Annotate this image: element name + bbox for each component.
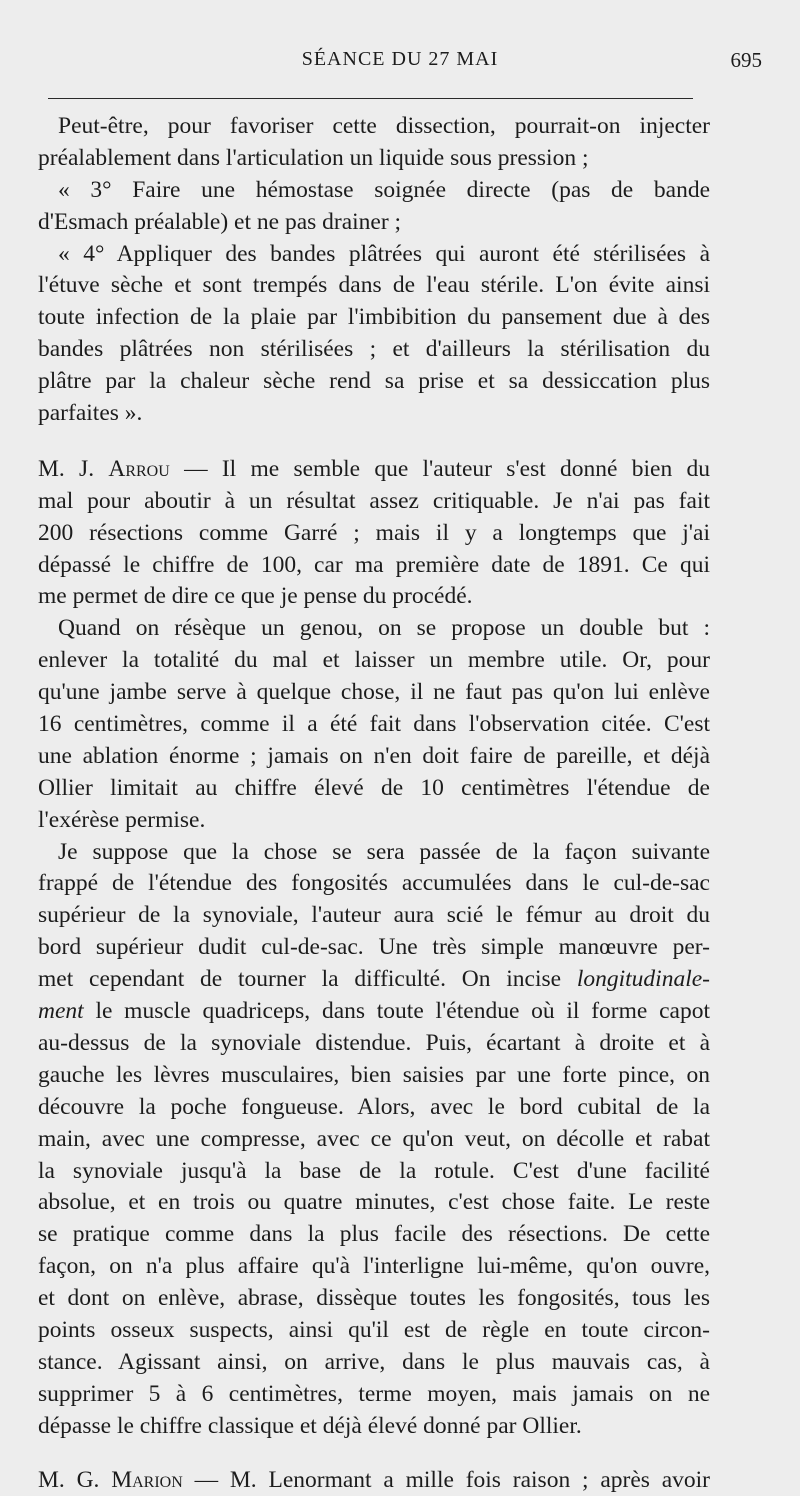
text-line-speaker-marion: M. G. Marion — M. Lenormant a mille fois raison ; après avoir bbox=[38, 1466, 710, 1493]
text-line: enlever la totalité du mal et laisser un membre utile. Or, pour bbox=[38, 647, 710, 674]
text-line: dépassé le chiffre de 100, car ma première date de 1891. Ce qui bbox=[38, 551, 710, 578]
text-line: toute infection de la plaie par l'imbibition du pansement due à des bbox=[38, 304, 710, 331]
text-line: et dont on enlève, abrase, dissèque toutes les fongosités, tous les bbox=[38, 1285, 710, 1312]
text-line: qu'une jambe serve à quelque chose, il ne faut pas qu'on lui enlève bbox=[38, 679, 710, 706]
text-line: d'Esmach préalable) et ne pas drainer ; bbox=[38, 208, 402, 235]
text-line: mal pour aboutir à un résultat assez critiquable. Je n'ai pas fait bbox=[38, 487, 710, 514]
speaker-name: Marion bbox=[111, 1466, 183, 1493]
text-line: plâtre par la chaleur sèche rend sa prise et sa dessiccation plus bbox=[38, 368, 710, 395]
text-line: « 3° Faire une hémostase soignée directe (pas de bande bbox=[58, 176, 710, 203]
text-line: 200 résections comme Garré ; mais il y a longtemps que j'ai bbox=[38, 519, 710, 546]
speaker-prefix: M. G. bbox=[38, 1466, 112, 1493]
speaker-name: Arrou bbox=[108, 455, 170, 482]
text-line: supprimer 5 à 6 centimètres, terme moyen, mais jamais on ne bbox=[38, 1380, 710, 1407]
text-line: préalablement dans l'articulation un liquide sous pression ; bbox=[38, 144, 589, 171]
text-line: l'étuve sèche et sont trempés dans de l'eau stérile. L'on évite ainsi bbox=[38, 272, 710, 299]
text-line: me permet de dire ce que je pense du procédé. bbox=[38, 583, 473, 610]
text-line: parfaites ». bbox=[38, 400, 143, 427]
text-line: découvre la poche fongueuse. Alors, avec le bord cubital de la bbox=[38, 1093, 710, 1120]
running-title: SÉANCE DU 27 MAI bbox=[301, 48, 499, 70]
paragraph-gap bbox=[38, 1443, 710, 1465]
text-line-italic-a bbox=[38, 964, 710, 996]
text-line: gauche les lèvres musculaires, bien saisies par une forte pince, on bbox=[38, 1061, 710, 1088]
text-line: frappé de l'étendue des fongosités accumulées dans le cul-de-sac bbox=[38, 870, 710, 897]
text-line: dépasse le chiffre classique et déjà élevé donné par Ollier. bbox=[38, 1412, 582, 1439]
text-line: bord supérieur dudit cul-de-sac. Une très simple manœuvre per- bbox=[38, 934, 710, 961]
text-line: se pratique comme dans la plus facile des résections. De cette bbox=[38, 1221, 710, 1248]
paragraph-gap bbox=[38, 430, 710, 454]
text-line: absolue, et en trois ou quatre minutes, c'est chose faite. Le reste bbox=[38, 1189, 710, 1216]
text-line: bandes plâtrées non stérilisées ; et d'ailleurs la stérilisation du bbox=[38, 336, 710, 363]
italic-word: longitudinale- bbox=[576, 966, 710, 993]
page-header bbox=[38, 48, 762, 76]
text-line: « 4° Appliquer des bandes plâtrées qui auront été stérilisées à bbox=[58, 240, 710, 267]
header-rule bbox=[48, 98, 693, 99]
text-line: au-dessus de la synoviale distendue. Puis, écartant à droite et à bbox=[38, 1029, 710, 1056]
text-line: une ablation énorme ; jamais on n'en doit faire de pareille, et déjà bbox=[38, 742, 710, 769]
text-line: main, avec une compresse, avec ce qu'on veut, on décolle et rabat bbox=[38, 1125, 710, 1152]
text-line: supérieur de la synoviale, l'auteur aura scié le fémur au droit du bbox=[38, 902, 710, 929]
text-line: l'exérèse permise. bbox=[38, 806, 206, 833]
text-line-part: met cependant de tourner la difficulté. On incise bbox=[38, 966, 562, 993]
text-line: Quand on résèque un genou, on se propose un double but : bbox=[58, 615, 710, 642]
italic-word: ment bbox=[38, 998, 84, 1025]
text-line: 16 centimètres, comme il a été fait dans l'observation citée. C'est bbox=[38, 711, 710, 738]
text-line: Ollier limitait au chiffre élevé de 10 centimètres l'étendue de bbox=[38, 774, 710, 801]
text-line-italic-b: ment le muscle quadriceps, dans toute l'étendue où il forme capot bbox=[38, 998, 710, 1025]
speaker-prefix: M. J. bbox=[38, 455, 109, 482]
text-line: Peut-être, pour favoriser cette dissection, pourrait-on injecter bbox=[58, 113, 710, 139]
text-line: la synoviale jusqu'à la base de la rotule. C'est d'une facilité bbox=[38, 1157, 710, 1184]
text-line: stance. Agissant ainsi, on arrive, dans le plus mauvais cas, à bbox=[38, 1348, 710, 1375]
text-line-speaker-arrou: M. J. Arrou — Il me semble que l'auteur s'est donné bien du bbox=[38, 455, 710, 482]
text-line: points osseux suspects, ainsi qu'il est de règle en toute circon- bbox=[38, 1316, 710, 1343]
body-text bbox=[38, 111, 710, 1496]
page-number: 695 bbox=[730, 48, 762, 72]
text-line: Je suppose que la chose se sera passée de la façon suivante bbox=[58, 838, 710, 865]
text-line: façon, on n'a plus affaire qu'à l'interligne lui-même, qu'on ouvre, bbox=[38, 1253, 710, 1280]
